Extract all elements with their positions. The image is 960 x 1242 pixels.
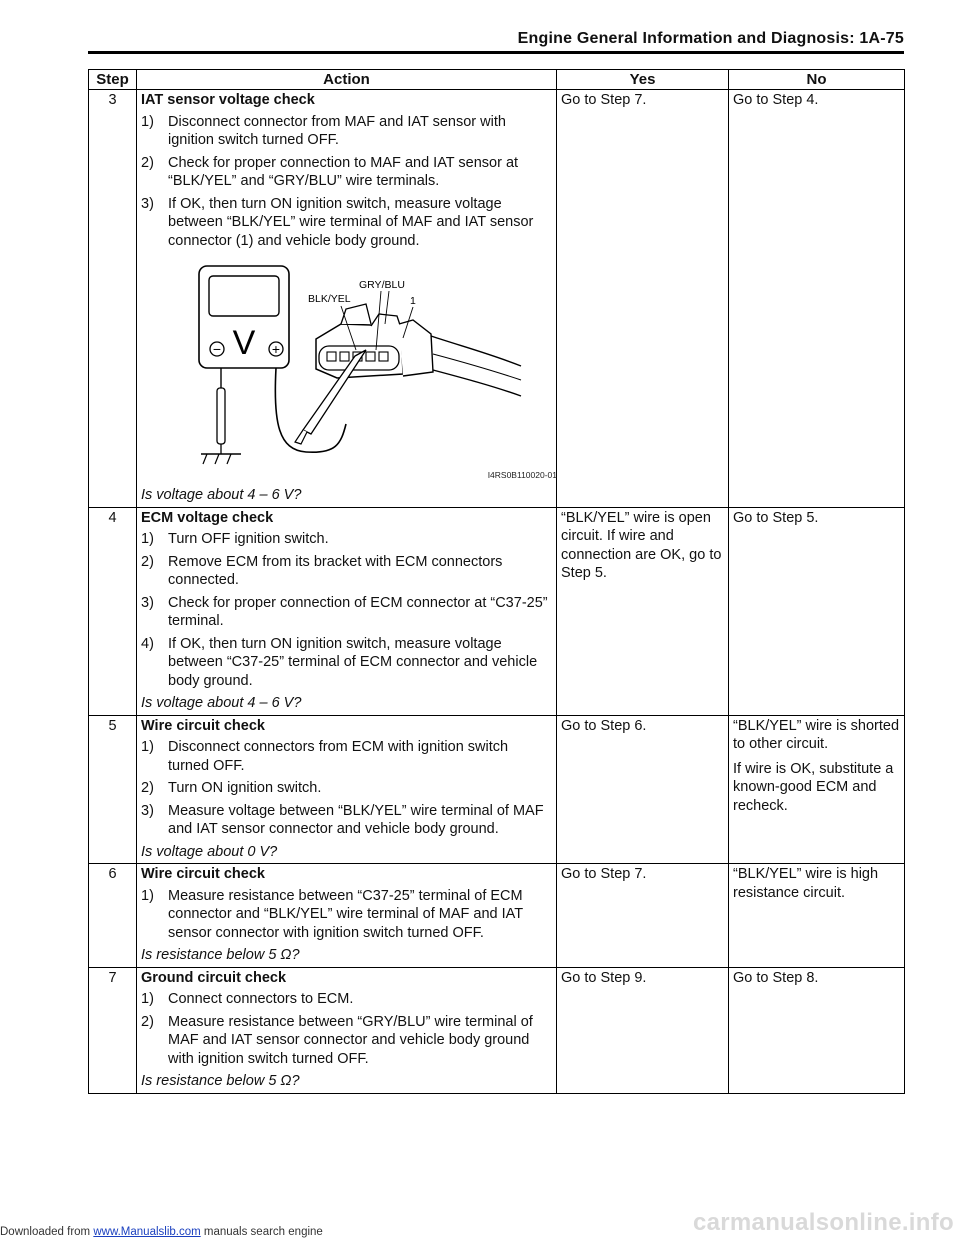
list-item: 1) Connect connectors to ECM. — [141, 991, 354, 1007]
question: Is voltage about 4 – 6 V? — [141, 487, 302, 503]
table-row — [89, 715, 905, 864]
question: Is resistance below 5 Ω? — [141, 1073, 300, 1089]
manualslib-link[interactable]: www.Manualslib.com — [93, 1226, 201, 1238]
list-item: 1) Measure resistance between “C37-25” terminal of ECM connector and “BLK/YEL” wire terminal of MAF and IAT sensor connector with ignition switch turned OFF. — [141, 887, 523, 941]
voltmeter-connection-figure — [141, 254, 561, 486]
list-item: 1) Disconnect connector from MAF and IAT sensor with ignition switch turned OFF. — [141, 113, 506, 148]
list-item: 3) If OK, then turn ON ignition switch, measure voltage between “BLK/YEL” wire terminal of MAF and IAT sensor connector (1) and vehicle body ground. — [141, 195, 534, 249]
table-row — [89, 507, 905, 715]
step-number: 5 — [89, 715, 137, 864]
header-step: Step — [89, 70, 137, 90]
voltmeter-symbol: V — [232, 324, 256, 362]
question: Is voltage about 0 V? — [141, 843, 278, 860]
list-item: 1) Turn OFF ignition switch. — [141, 531, 329, 547]
no-cell: “BLK/YEL” wire is high resistance circuit. — [729, 864, 905, 968]
table-row — [89, 864, 905, 968]
action-cell — [137, 715, 557, 864]
voltmeter-diagram — [141, 254, 561, 486]
diagnosis-table — [88, 69, 905, 1094]
action-cell — [137, 864, 557, 968]
yes-cell: Go to Step 9. — [557, 967, 729, 1093]
action-title: Wire circuit check — [141, 717, 265, 734]
step-number: 6 — [89, 864, 137, 968]
no-cell: Go to Step 4. — [729, 90, 905, 508]
list-item: 2) Turn ON ignition switch. — [141, 780, 322, 796]
label-callout-1: 1 — [410, 295, 416, 307]
action-cell — [137, 90, 557, 508]
voltmeter-display — [209, 276, 279, 316]
list-item: 2) Measure resistance between “GRY/BLU” wire terminal of MAF and IAT sensor connector and vehicle body ground with ignition switch turned OFF. — [141, 1013, 533, 1067]
step-number: 4 — [89, 507, 137, 715]
table-row — [89, 90, 905, 508]
yes-cell: Go to Step 6. — [557, 715, 729, 864]
action-title: IAT sensor voltage check — [141, 92, 315, 108]
label-gry-blu: GRY/BLU — [359, 279, 405, 291]
table-row — [89, 967, 905, 1093]
watermark: carmanualsonline.info — [692, 1209, 954, 1236]
step-number: 3 — [89, 90, 137, 508]
page-header-title: Engine General Information and Diagnosis: 1A-75 — [517, 30, 904, 47]
yes-cell: “BLK/YEL” wire is open circuit. If wire and connection are OK, go to Step 5. — [557, 507, 729, 715]
header-action: Action — [137, 70, 557, 90]
ground-probe — [217, 388, 225, 444]
positive-lead — [275, 368, 346, 452]
plus-symbol: + — [271, 341, 281, 357]
list-item: 3) Check for proper connection of ECM connector at “C37-25” terminal. — [141, 594, 548, 629]
action-title: ECM voltage check — [141, 509, 274, 526]
step-number: 7 — [89, 967, 137, 1093]
list-item: 3) Measure voltage between “BLK/YEL” wire terminal of MAF and IAT sensor connector and vehicle body ground. — [141, 802, 544, 837]
header-rule — [88, 51, 904, 54]
question: Is voltage about 4 – 6 V? — [141, 695, 302, 711]
header-no: No — [729, 70, 905, 90]
action-cell — [137, 507, 557, 715]
list-item: 4) If OK, then turn ON ignition switch, measure voltage between “C37-25” terminal of ECM connector and vehicle body ground. — [141, 635, 538, 689]
action-cell — [137, 967, 557, 1093]
yes-cell: Go to Step 7. — [557, 90, 729, 508]
no-cell: “BLK/YEL” wire is shorted to other circuit. If wire is OK, substitute a known-good ECM and recheck. — [729, 715, 905, 864]
no-cell: Go to Step 5. — [729, 507, 905, 715]
label-blk-yel: BLK/YEL — [308, 293, 351, 305]
action-title: Ground circuit check — [141, 969, 287, 986]
table-header-row — [89, 70, 905, 90]
question: Is resistance below 5 Ω? — [141, 947, 300, 963]
header-yes: Yes — [557, 70, 729, 90]
list-item: 2) Check for proper connection to MAF and IAT sensor at “BLK/YEL” and “GRY/BLU” wire terminals. — [141, 154, 519, 189]
list-item: 2) Remove ECM from its bracket with ECM connectors connected. — [141, 553, 503, 588]
yes-cell: Go to Step 7. — [557, 864, 729, 968]
figure-id: I4RS0B110020-01 — [487, 469, 557, 480]
footer-download-note: Downloaded from www.Manualslib.com manuals search engine — [0, 1226, 323, 1238]
no-cell: Go to Step 8. — [729, 967, 905, 1093]
minus-symbol: − — [212, 341, 222, 357]
action-title: Wire circuit check — [141, 866, 265, 882]
list-item: 1) Disconnect connectors from ECM with ignition switch turned OFF. — [141, 739, 509, 774]
